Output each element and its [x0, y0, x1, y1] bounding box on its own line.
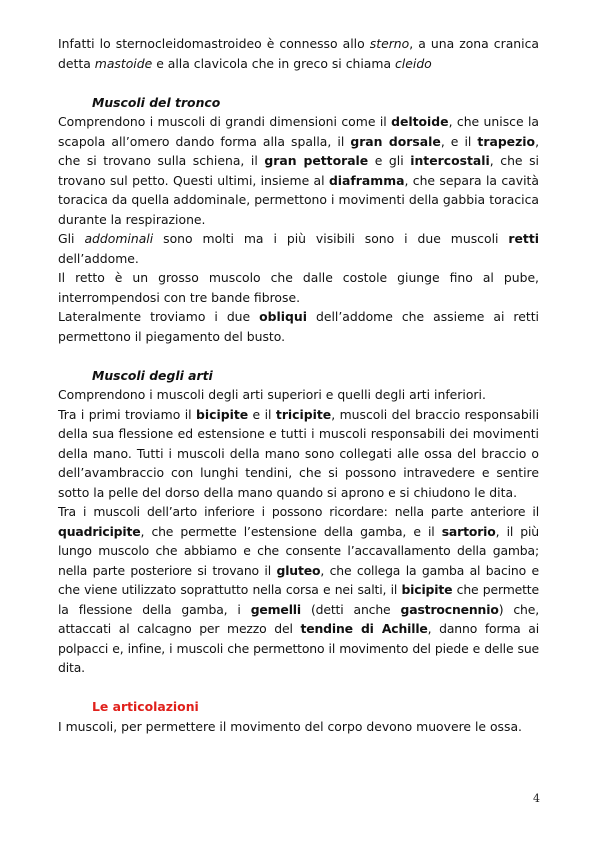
arti-paragraph-3: Tra i muscoli dell’arto inferiore i possono ricordare: nella parte anteriore il quadricipite, che permette l’estensione della gamba, e il sartorio, il più lungo muscolo che abbiamo e che consente l’accavallamento della gamba; nella parte posteriore si trovano il gluteo, che collega la gamba al bacino e che viene utilizzato soprattutto nella corsa e nei salti, il bicipite che permette la flessione della gamba, i gemelli (detti anche gastrocnennio) che, attaccati al calcagno per mezzo del tendine di Achille, danno forma ai polpacci e, infine, i muscoli che permettono il movimento del piede e delle sue dita.	[58, 504, 540, 675]
term-gastrocnennio: gastrocnennio	[400, 601, 499, 617]
term-diaframma: diaframma	[328, 172, 405, 188]
term-bicipite: bicipite	[196, 406, 249, 422]
articolazioni-paragraph-1: I muscoli, per permettere il movimento del corpo devono muovere le ossa.	[58, 718, 522, 734]
term-bicipite-femorale: bicipite	[401, 582, 453, 597]
tronco-paragraph-2: Gli addominali sono molti ma i più visibili sono i due muscoli retti dell’addome.	[58, 231, 540, 266]
term-gemelli: gemelli	[250, 601, 301, 617]
document-page	[58, 34, 539, 736]
term-gran-dorsale: gran dorsale	[350, 133, 441, 149]
term-addominali: addominali	[84, 231, 154, 246]
term-gluteo: gluteo	[276, 562, 321, 578]
page-number: 4	[533, 792, 540, 805]
term-gran-pettorale: gran pettorale	[264, 153, 369, 168]
term-tricipite: tricipite	[275, 406, 332, 422]
term-sterno: sterno	[369, 36, 410, 51]
term-cleido: cleido	[395, 55, 432, 71]
term-mastoide: mastoide	[94, 55, 153, 71]
term-intercostali: intercostali	[410, 153, 490, 168]
tronco-paragraph-1: Comprendono i muscoli di grandi dimensioni come il deltoide, che unisce la scapola all’omero dando forma alla spalla, il gran dorsale, e il trapezio, che si trovano sulla schiena, il gran pettorale e gli intercostali, che si trovano sul petto. Questi ultimi, insieme al diaframma, che separa la cavità toracica da quella addominale, permettono i movimenti della gabbia toracica durante la respirazione.	[58, 114, 540, 227]
term-sartorio: sartorio	[441, 523, 496, 539]
tronco-paragraph-3: Il retto è un grosso muscolo che dalle costole giunge fino al pube, interrompendosi con tre bande fibrose.	[58, 270, 539, 305]
term-trapezio: trapezio	[477, 133, 536, 149]
term-deltoide: deltoide	[391, 114, 449, 129]
heading-articolazioni: Le articolazioni	[92, 699, 199, 714]
term-retti: retti	[508, 231, 540, 246]
tronco-paragraph-4: Lateralmente troviamo i due obliqui dell’addome che assieme ai retti permettono il piegamento del busto.	[58, 309, 539, 344]
intro-paragraph: Infatti lo sternocleidomastroideo è connesso allo sterno, a una zona cranica detta mastoide e alla clavicola che in greco si chiama cleido	[58, 36, 540, 71]
arti-paragraph-2: Tra i primi troviamo il bicipite e il tricipite, muscoli del braccio responsabili della sua flessione ed estensione e tutti i muscoli responsabili dei movimenti della mano. Tutti i muscoli della mano sono collegati alle ossa del braccio o dell’avambraccio con lunghi tendini, che si possono intravedere e sentire sotto la pelle del dorso della mano quando si aprono e si chiudono le dita.	[58, 406, 540, 500]
term-tendine-achille: tendine di Achille	[300, 621, 428, 636]
term-quadricipite: quadricipite	[58, 523, 141, 539]
arti-paragraph-1: Comprendono i muscoli degli arti superiori e quelli degli arti inferiori.	[58, 387, 486, 402]
term-obliqui: obliqui	[259, 309, 307, 324]
heading-muscoli-tronco: Muscoli del tronco	[92, 94, 221, 110]
heading-muscoli-arti: Muscoli degli arti	[92, 367, 213, 383]
